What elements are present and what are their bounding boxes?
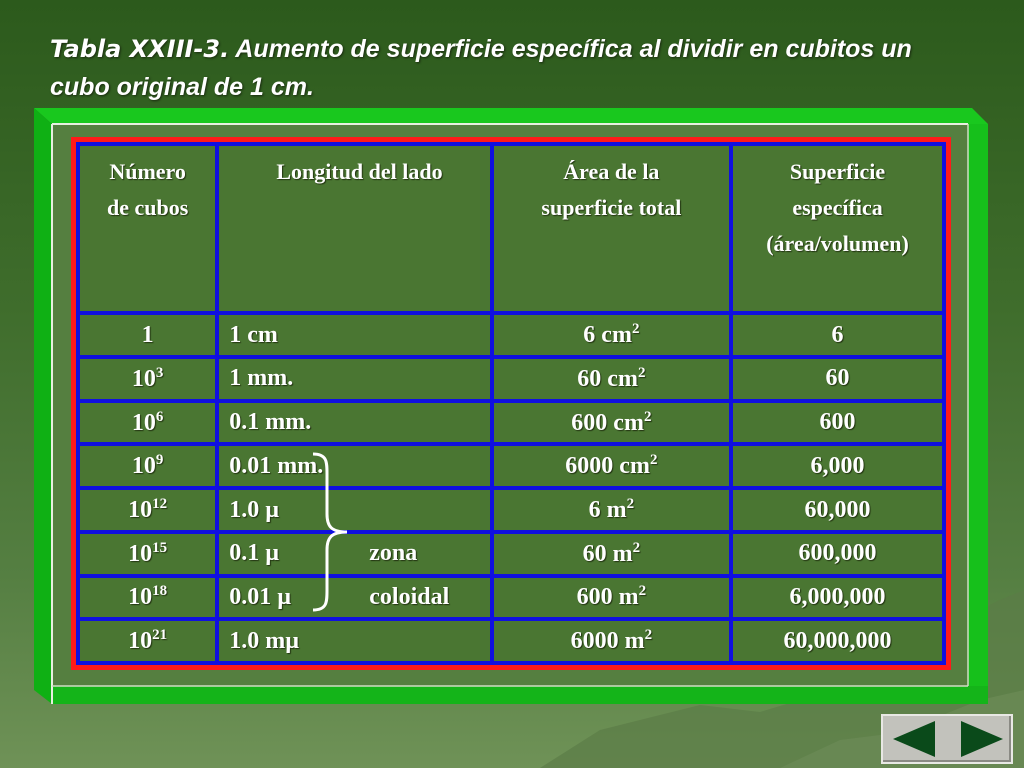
header-specific-surface: Superficie específica (área/volumen) [731, 144, 944, 313]
table-row [78, 444, 944, 488]
previous-slide-button[interactable] [887, 719, 943, 759]
header-number-of-cubes: Número de cubos [78, 144, 217, 313]
cell-specific-surface: 60,000 [731, 488, 944, 532]
cell-side-length: 0.01 µ coloidal [217, 576, 491, 620]
cell-number-of-cubes: $10^{21}$ [78, 619, 217, 663]
cell-side-length: 1.0 µ [217, 488, 491, 532]
cell-number-of-cubes: $10^3$ [78, 357, 217, 401]
cell-total-area: 6 $cm^2$ [492, 313, 731, 357]
cell-number-of-cubes: $10^{15}$ [78, 532, 217, 576]
cell-number-of-cubes: $10^{12}$ [78, 488, 217, 532]
data-table-container [71, 137, 951, 670]
table-row [78, 401, 944, 445]
table-row [78, 357, 944, 401]
zone-label: coloidal [369, 583, 450, 610]
surface-area-table [76, 142, 946, 665]
table-row [78, 488, 944, 532]
cell-specific-surface: 600 [731, 401, 944, 445]
header-side-length: Longitud del lado [217, 144, 491, 313]
triangle-right-icon [951, 719, 1007, 759]
cell-side-length: 0.01 mm. [217, 444, 491, 488]
cell-specific-surface: 60 [731, 357, 944, 401]
zone-label: zona [369, 540, 418, 567]
cell-total-area: 60 $cm^2$ [492, 357, 731, 401]
curly-brace-icon [305, 452, 355, 612]
cell-number-of-cubes: $10^9$ [78, 444, 217, 488]
table-row [78, 576, 944, 620]
cell-total-area: 600 $m^2$ [492, 576, 731, 620]
table-header-row [78, 144, 944, 313]
cell-specific-surface: 60,000,000 [731, 619, 944, 663]
cell-specific-surface: 6,000 [731, 444, 944, 488]
next-slide-button[interactable] [951, 719, 1007, 759]
header-total-surface-area: Área de la superficie total [492, 144, 731, 313]
triangle-left-icon [887, 719, 943, 759]
cell-specific-surface: 6 [731, 313, 944, 357]
cell-side-length: 1 mm. [217, 357, 491, 401]
cell-number-of-cubes: 1 [78, 313, 217, 357]
table-row [78, 532, 944, 576]
title-text: Aumento de superficie específica al dividir en cubitos un cubo original de 1 cm. [50, 35, 912, 101]
cell-specific-surface: 600,000 [731, 532, 944, 576]
cell-side-length: 1.0 mµ [217, 619, 491, 663]
cell-number-of-cubes: $10^6$ [78, 401, 217, 445]
cell-total-area: 6000 $cm^2$ [492, 444, 731, 488]
cell-side-length: 0.1 mm. [217, 401, 491, 445]
table-row [78, 619, 944, 663]
cell-total-area: 6 $m^2$ [492, 488, 731, 532]
cell-total-area: 60 $m^2$ [492, 532, 731, 576]
slide-navigation [881, 714, 1013, 764]
table-row [78, 313, 944, 357]
title-label: Tabla XXIII-3. [50, 35, 230, 63]
cell-specific-surface: 6,000,000 [731, 576, 944, 620]
cell-number-of-cubes: $10^{18}$ [78, 576, 217, 620]
cell-side-length: 0.1 µ zona [217, 532, 491, 576]
cell-total-area: 600 $cm^2$ [492, 401, 731, 445]
cell-total-area: 6000 $m^2$ [492, 619, 731, 663]
cell-side-length: 1 cm [217, 313, 491, 357]
